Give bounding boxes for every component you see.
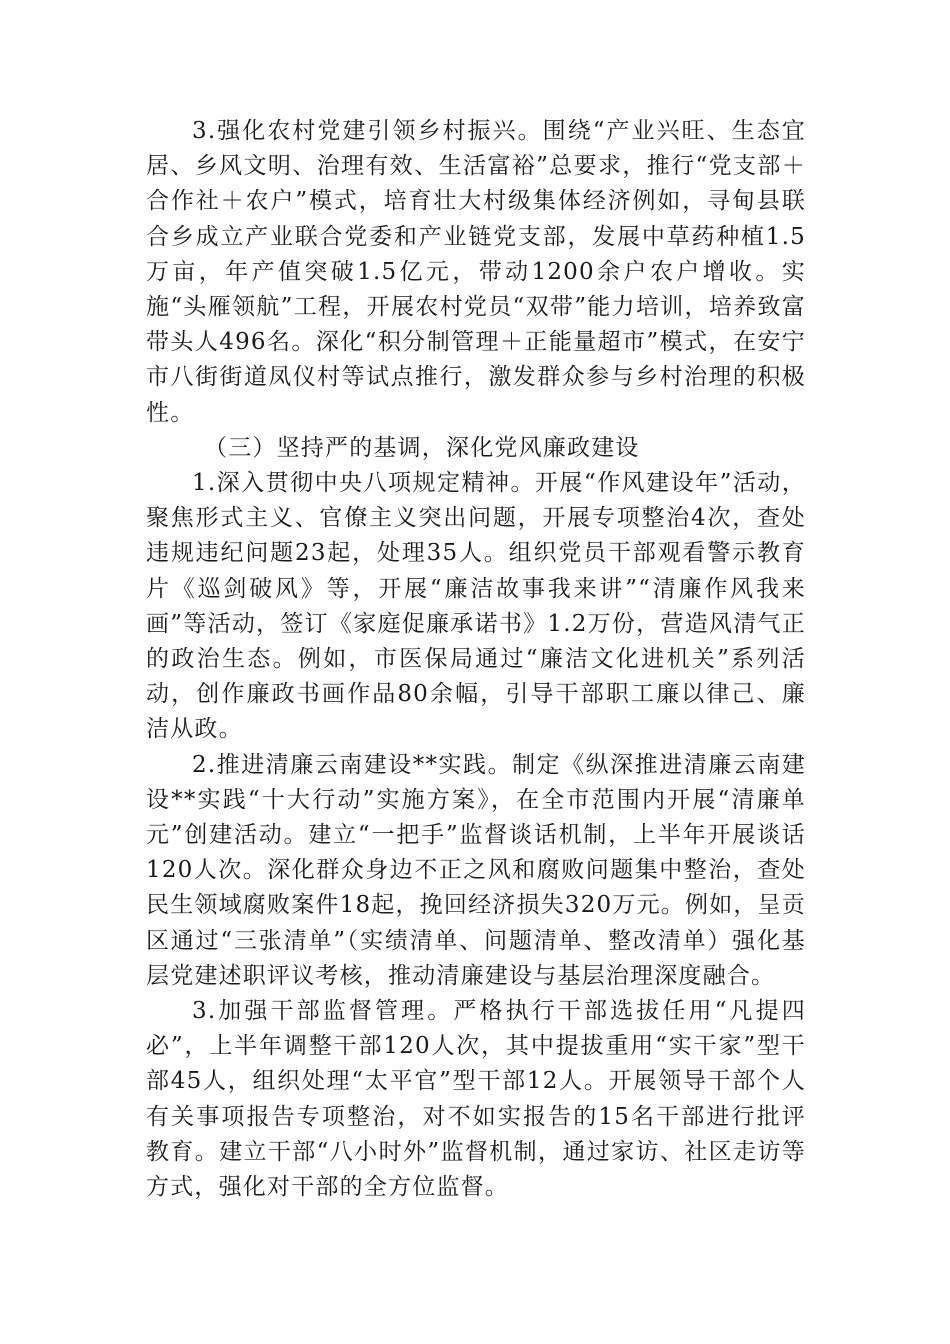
paragraph-eight-point-rules: 1.深入贯彻中央八项规定精神。开展“作风建设年”活动，聚焦形式主义、官僚主义突出问题，开展专项整治4次，查处违规违纪问题23起，处理35人。组织党员干部观看警示教育片《巡剑破风》等，开展“廉洁故事我来讲”“清廉作风我来画”等活动，签订《家庭促廉承诺书》1.2万份，营造风清气正的政治生态。例如，市医保局通过“廉洁文化进机关”系列活动，创作廉政书画作品80余幅，引导干部职工廉以律己、廉洁从政。 bbox=[146, 470, 806, 743]
paragraph-clean-yunnan-practice: 2.推进清廉云南建设**实践。制定《纵深推进清廉云南建设**实践“十大行动”实施方案》，在全市范围内开展“清廉单元”创建活动。建立“一把手”监督谈话机制，上半年开展谈话120人次。深化群众身边不正之风和腐败问题集中整治，查处民生领域腐败案件18起，挽回经济损失320万元。例如，呈贡区通过“三张清单”（实绩清单、问题清单、整改清单）强化基层党建述职评议考核，推动清廉建设与基层治理深度融合。 bbox=[146, 751, 806, 989]
document-body bbox=[146, 114, 806, 1205]
paragraph-cadre-supervision: 3.加强干部监督管理。严格执行干部选拔任用“凡提四必”，上半年调整干部120人次，其中提拔重用“实干家”型干部45人，组织处理“太平官”型干部12人。开展领导干部个人有关事项报告专项整治，对不如实报告的15名干部进行批评教育。建立干部“八小时外”监督机制，通过家访、社区走访等方式，强化对干部的全方位监督。 bbox=[146, 998, 806, 1201]
paragraph-rural-party-building: 3.强化农村党建引领乡村振兴。围绕“产业兴旺、生态宜居、乡风文明、治理有效、生活富裕”总要求，推行“党支部＋合作社＋农户”模式，培育壮大村级集体经济例如，寻甸县联合乡成立产业联合党委和产业链党支部，发展中草药种植1.5万亩，年产值突破1.5亿元，带动1200余户农户增收。实施“头雁领航”工程，开展农村党员“双带”能力培训，培养致富带头人496名。深化“积分制管理＋正能量超市”模式，在安宁市八街街道凤仪村等试点推行，激发群众参与乡村治理的积极性。 bbox=[146, 118, 806, 426]
section-heading-integrity-building: （三）坚持严的基调，深化党风廉政建设 bbox=[204, 434, 640, 461]
